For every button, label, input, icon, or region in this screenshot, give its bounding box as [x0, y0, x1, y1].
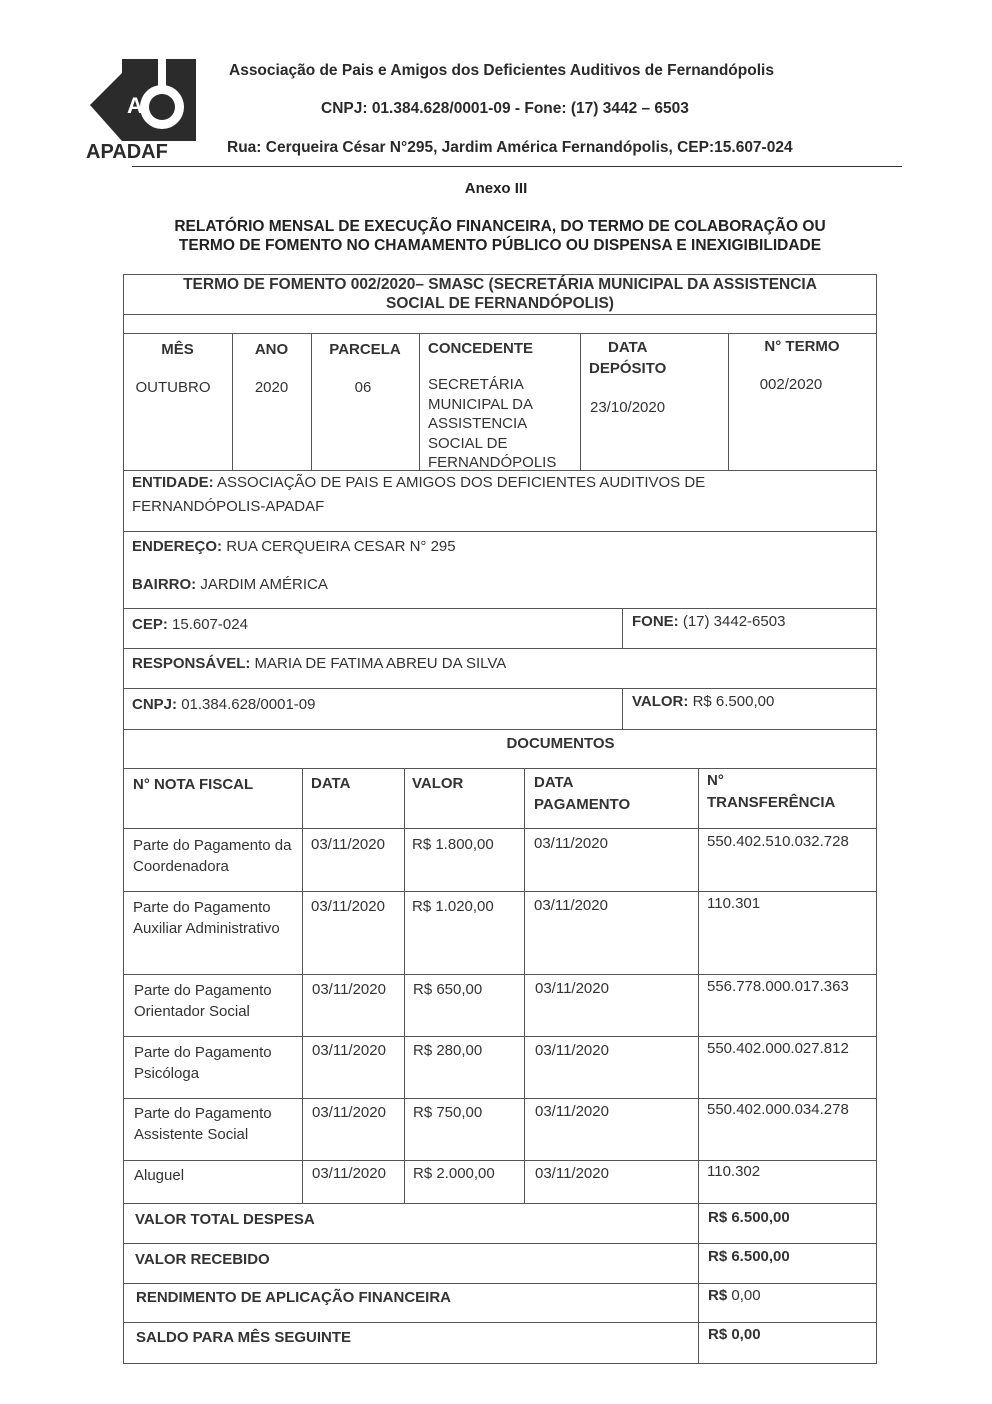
header-mes: MÊS	[161, 341, 194, 358]
docs-header-pagamento-1: DATA	[534, 774, 574, 791]
docs-header-transf-2: TRANSFERÊNCIA	[707, 794, 836, 811]
entidade-line-1	[132, 472, 705, 493]
doc-transferencia: 556.778.000.017.363	[707, 978, 849, 995]
doc-valor: R$ 1.800,00	[412, 836, 494, 853]
entidade-value-2: FERNANDÓPOLIS-APADAF	[132, 498, 325, 515]
doc-transferencia: 110.301	[707, 895, 761, 912]
total-despesa-value: R$ 6.500,00	[708, 1209, 790, 1226]
doc-nota: Aluguel	[134, 1167, 185, 1184]
docs-header-transf-1: N°	[707, 772, 724, 789]
doc-data: 03/11/2020	[312, 1165, 386, 1182]
doc-transferencia: 550.402.510.032.728	[707, 833, 849, 850]
total-despesa-label: VALOR TOTAL DESPESA	[135, 1211, 315, 1228]
report-title-line-1: RELATÓRIO MENSAL DE EXECUÇÃO FINANCEIRA, DO TERMO DE COLABORAÇÃO OU	[174, 218, 826, 235]
saldo-value: R$ 0,00	[708, 1326, 761, 1343]
value-mes: OUTUBRO	[135, 379, 211, 396]
term-title-line-1: TERMO DE FOMENTO 002/2020– SMASC (SECRETÁRIA MUNICIPAL DA ASSISTENCIA	[183, 276, 817, 293]
responsavel-value: MARIA DE FATIMA ABREU DA SILVA	[254, 655, 507, 672]
docs-header-data: DATA	[311, 775, 351, 792]
doc-pagamento: 03/11/2020	[535, 1165, 609, 1182]
value-parcela: 06	[354, 379, 372, 396]
bairro-value: JARDIM AMÉRICA	[200, 576, 328, 593]
header-ano: ANO	[254, 341, 289, 358]
value-ano: 2020	[254, 379, 289, 396]
responsavel-row	[132, 653, 506, 674]
cep-row	[132, 614, 248, 635]
valor-row	[632, 691, 774, 712]
documentos-title: DOCUMENTOS	[506, 735, 615, 752]
fone-label: FONE:	[632, 613, 679, 630]
rendimento-label: RENDIMENTO DE APLICAÇÃO FINANCEIRA	[136, 1289, 452, 1306]
doc-pagamento: 03/11/2020	[534, 897, 608, 914]
docs-header-valor: VALOR	[412, 775, 464, 792]
value-n-termo: 002/2020	[759, 376, 823, 393]
cnpj-row	[132, 694, 315, 715]
doc-transferencia: 550.402.000.027.812	[707, 1040, 849, 1057]
valor-recebido-label: VALOR RECEBIDO	[135, 1251, 270, 1268]
header-concedente: CONCEDENTE	[428, 340, 534, 357]
doc-valor: R$ 750,00	[413, 1104, 483, 1121]
header-n-termo: N° TERMO	[764, 338, 840, 355]
doc-nota: Parte do Pagamento Psicóloga	[134, 1044, 272, 1082]
value-concedente: SECRETÁRIA MUNICIPAL DA ASSISTENCIA SOCIAL DE FERNANDÓPOLIS	[428, 376, 557, 471]
doc-data: 03/11/2020	[312, 1042, 386, 1059]
fone-value: (17) 3442-6503	[682, 613, 786, 630]
doc-pagamento: 03/11/2020	[535, 1103, 609, 1120]
doc-valor: R$ 650,00	[413, 981, 483, 998]
header-parcela: PARCELA	[329, 341, 401, 358]
responsavel-label: RESPONSÁVEL:	[132, 655, 251, 672]
annex-title: Anexo III	[464, 180, 528, 197]
cep-label: CEP:	[132, 616, 168, 633]
doc-valor: R$ 280,00	[413, 1042, 483, 1059]
endereco-value: RUA CERQUEIRA CESAR N° 295	[226, 538, 456, 555]
entidade-value-1: ASSOCIAÇÃO DE PAIS E AMIGOS DOS DEFICIENTES AUDITIVOS DE	[217, 474, 706, 491]
cnpj-label: CNPJ:	[132, 696, 178, 713]
saldo-label: SALDO PARA MÊS SEGUINTE	[136, 1329, 352, 1346]
term-title-line-2: SOCIAL DE FERNANDÓPOLIS)	[386, 295, 614, 312]
rendimento-value	[708, 1285, 761, 1306]
cnpj-value: 01.384.628/0001-09	[181, 696, 316, 713]
bairro-label: BAIRRO:	[132, 576, 197, 593]
valor-label: VALOR:	[632, 693, 689, 710]
doc-data: 03/11/2020	[312, 981, 386, 998]
doc-nota: Parte do Pagamento Orientador Social	[134, 982, 272, 1020]
doc-nota: Parte do Pagamento Auxiliar Administrativo	[133, 899, 280, 937]
svg-text:A: A	[127, 93, 143, 118]
doc-nota: Parte do Pagamento Assistente Social	[134, 1105, 272, 1143]
header-address: Rua: Cerqueira César N°295, Jardim América Fernandópolis, CEP:15.607-024	[227, 139, 793, 156]
apadaf-logo	[82, 55, 202, 160]
valor-recebido-value: R$ 6.500,00	[708, 1248, 790, 1265]
doc-nota: Parte do Pagamento da Coordenadora	[133, 837, 292, 875]
doc-valor: R$ 2.000,00	[413, 1165, 495, 1182]
svg-text:APADAF: APADAF	[86, 141, 168, 160]
doc-pagamento: 03/11/2020	[535, 1042, 609, 1059]
doc-pagamento: 03/11/2020	[535, 980, 609, 997]
docs-header-nota: N° NOTA FISCAL	[133, 776, 254, 793]
header-association-name: Associação de Pais e Amigos dos Deficientes Auditivos de Fernandópolis	[229, 62, 774, 79]
endereco-label: ENDEREÇO:	[132, 538, 223, 555]
doc-transferencia: 550.402.000.034.278	[707, 1101, 849, 1118]
doc-data: 03/11/2020	[311, 836, 385, 853]
entidade-label: ENTIDADE:	[132, 474, 214, 491]
bairro-row	[132, 574, 328, 595]
docs-header-pagamento-2: PAGAMENTO	[534, 796, 631, 813]
term-title	[123, 275, 877, 313]
doc-data: 03/11/2020	[311, 898, 385, 915]
doc-data: 03/11/2020	[312, 1104, 386, 1121]
value-data-deposito: 23/10/2020	[590, 399, 666, 416]
fone-row	[632, 611, 785, 632]
doc-pagamento: 03/11/2020	[534, 835, 608, 852]
endereco-row	[132, 536, 456, 557]
valor-value: R$ 6.500,00	[692, 693, 775, 710]
header-divider	[132, 166, 902, 167]
doc-transferencia: 110.302	[707, 1163, 761, 1180]
rendimento-value-amount: 0,00	[727, 1287, 761, 1304]
report-title	[100, 217, 900, 255]
doc-valor: R$ 1.020,00	[412, 898, 494, 915]
header-data-deposito-2: DEPÓSITO	[589, 360, 667, 377]
cep-value: 15.607-024	[172, 616, 248, 633]
report-title-line-2: TERMO DE FOMENTO NO CHAMAMENTO PÚBLICO OU DISPENSA E INEXIGIBILIDADE	[178, 237, 822, 254]
header-data-deposito-1: DATA	[608, 339, 648, 356]
header-cnpj-phone: CNPJ: 01.384.628/0001-09 - Fone: (17) 3442 – 6503	[321, 100, 689, 117]
rendimento-value-prefix: R$	[708, 1287, 728, 1304]
